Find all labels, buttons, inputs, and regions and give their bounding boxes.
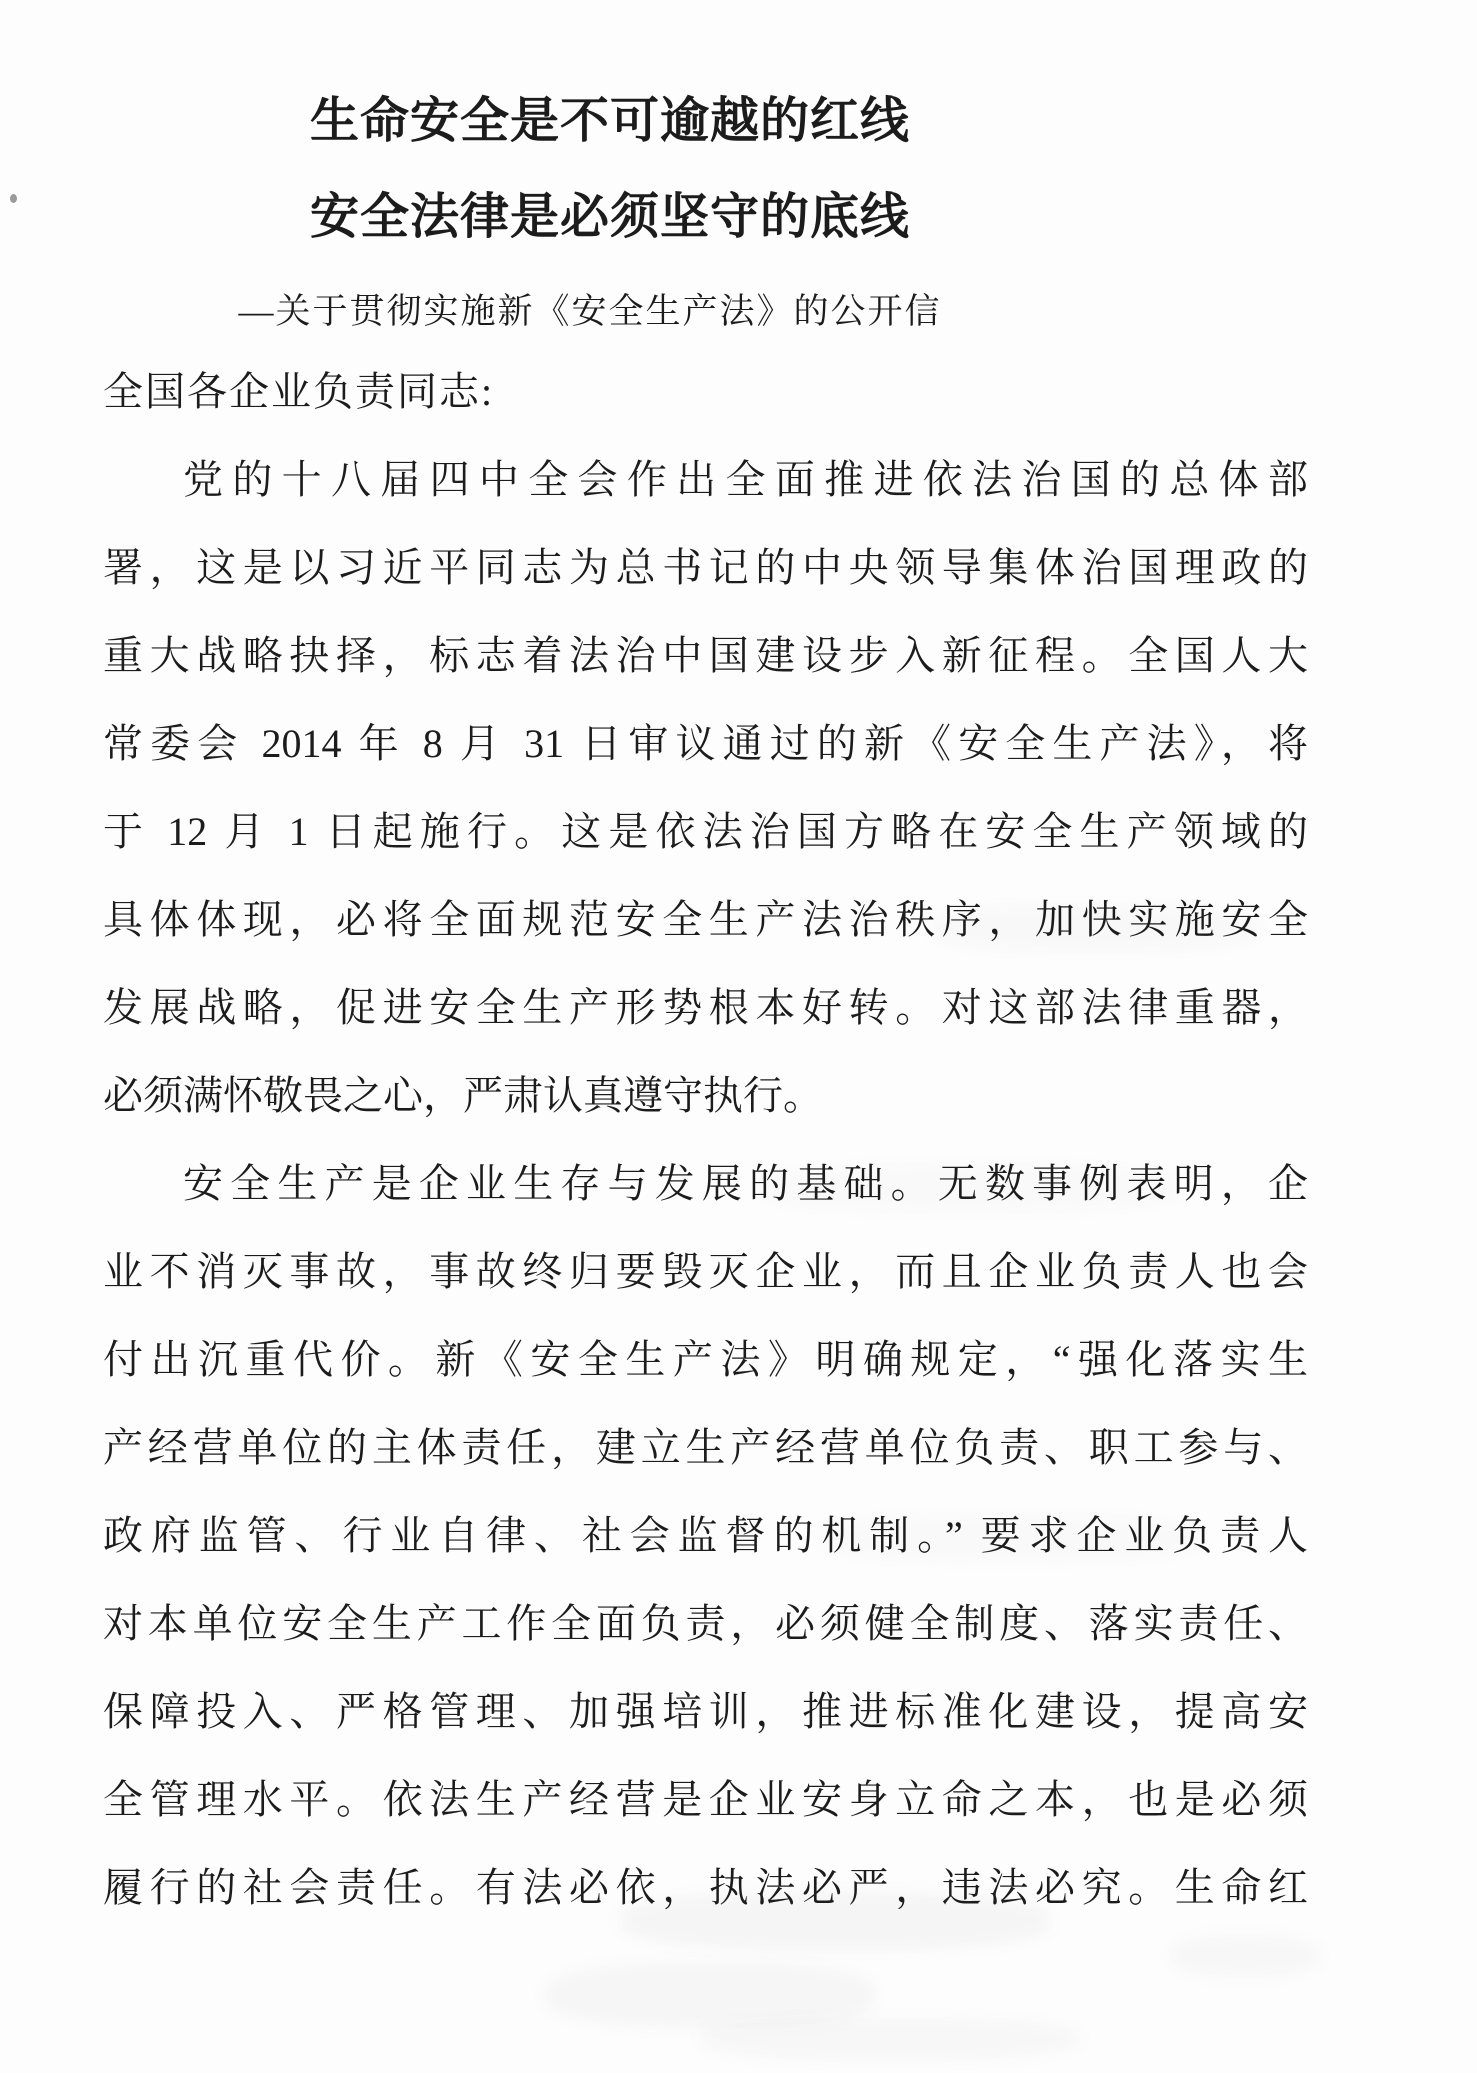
paragraph-2-line-4: 产经营单位的主体责任，建立生产经营单位负责、职工参与、 [103, 1425, 1308, 1470]
paragraph-1-line-3: 重大战略抉择，标志着法治中国建设步入新征程。全国人大 [103, 633, 1308, 678]
paragraph-2-line-2: 业不消灭事故，事故终归要毁灭企业，而且企业负责人也会 [103, 1249, 1308, 1294]
bleedthrough-mark [700, 2018, 1080, 2060]
bleedthrough-mark [545, 1962, 875, 2028]
paragraph-2-line-7: 保障投入、严格管理、加强培训，推进标准化建设，提高安 [103, 1689, 1308, 1734]
paragraph-2-line-3: 付出沉重代价。新《安全生产法》明确规定，“强化落实生 [103, 1337, 1308, 1382]
paragraph-1-line-8: 必须满怀敬畏之心，严肃认真遵守执行。 [103, 1073, 823, 1118]
paragraph-1-line-5: 于 12 月 1 日起施行。这是依法治国方略在安全生产领域的 [103, 809, 1308, 854]
doc-subtitle: —关于贯彻实施新《安全生产法》的公开信 [238, 292, 942, 331]
paragraph-1-line-1: 党的十八届四中全会作出全面推进依法治国的总体部 [183, 457, 1308, 502]
doc-title-line1: 生命安全是不可逾越的红线 [309, 93, 910, 148]
doc-body [103, 436, 1308, 1932]
doc-title-line2: 安全法律是必须坚守的底线 [309, 189, 910, 244]
paragraph-2-line-1: 安全生产是企业生存与发展的基础。无数事例表明，企 [183, 1161, 1308, 1206]
paragraph-2-line-6: 对本单位安全生产工作全面负责，必须健全制度、落实责任、 [103, 1601, 1308, 1646]
paragraph-1-line-6: 具体体现，必将全面规范安全生产法治秩序，加快实施安全 [103, 897, 1308, 942]
bleedthrough-mark [1170, 1935, 1320, 1977]
paragraph-2-line-5: 政府监管、行业自律、社会监督的机制。” 要求企业负责人 [103, 1513, 1308, 1558]
paragraph-1-line-4: 常委会 2014 年 8 月 31 日审议通过的新《安全生产法》，将 [103, 721, 1308, 766]
paragraph-2-line-8: 全管理水平。依法生产经营是企业安身立命之本，也是必须 [103, 1777, 1308, 1822]
doc-salutation: 全国各企业负责同志: [103, 369, 495, 414]
paragraph-1-line-2: 署，这是以习近平同志为总书记的中央领导集体治国理政的 [103, 545, 1308, 590]
paragraph-2-line-9: 履行的社会责任。有法必依，执法必严，违法必究。生命红 [103, 1865, 1308, 1910]
paragraph-1-line-7: 发展战略，促进安全生产形势根本好转。对这部法律重器， [103, 985, 1308, 1030]
